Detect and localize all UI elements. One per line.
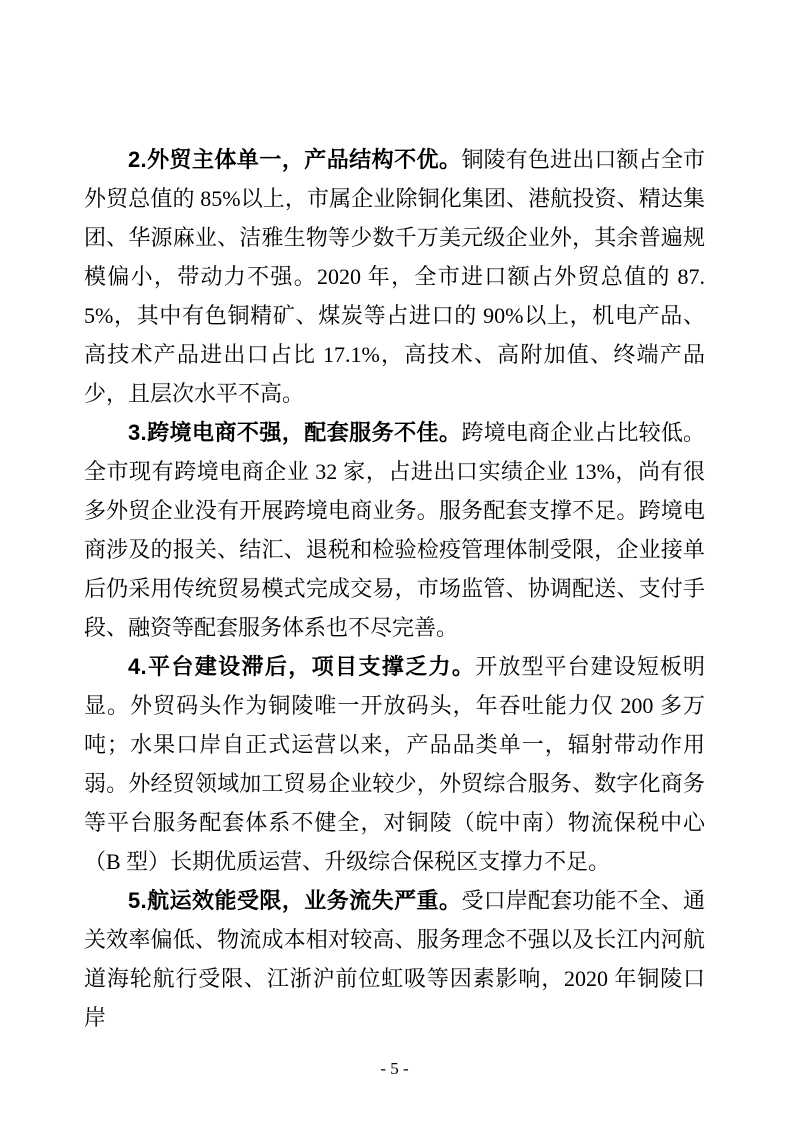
paragraph-3-body: 跨境电商企业占比较低。全市现有跨境电商企业 32 家，占进出口实绩企业 13%，尚有很多外贸企业没有开展跨境电商业务。服务配套支撑不足。跨境电商涉及的报关、结汇、退税和检验检疫管理体制受限，企业接单后仍采用传统贸易模式完成交易，市场监管、协调配送、支付手段、融资等配套服务体系也不尽完善。 <box>84 420 705 640</box>
paragraph-4-heading: 4.平台建设滞后，项目支撑乏力。 <box>128 654 476 679</box>
paragraph-5-heading: 5.航运效能受限，业务流失严重。 <box>128 888 462 913</box>
paragraph-5-shipping-efficiency <box>84 881 705 1037</box>
paragraph-2-body: 铜陵有色进出口额占全市外贸总值的 85%以上，市属企业除铜化集团、港航投资、精达集团、华源麻业、洁雅生物等少数千万美元级企业外，其余普遍规模偏小，带动力不强。2020 年，全市进口额占外贸总值的 87.5%，其中有色铜精矿、煤炭等占进口的 90%以上，机电产品、高技术产品进出口占比 17.1%，高技术、高附加值、终端产品少，且层次水平不高。 <box>84 147 705 406</box>
paragraph-3-cross-border-ecommerce <box>84 413 705 647</box>
page-number: - 5 - <box>380 1059 409 1078</box>
paragraph-3-heading: 3.跨境电商不强，配套服务不佳。 <box>128 420 462 445</box>
paragraph-4-platform-construction <box>84 647 705 881</box>
paragraph-2-trade-entities <box>84 140 705 413</box>
paragraph-5-body: 受口岸配套功能不全、通关效率偏低、物流成本相对较高、服务理念不强以及长江内河航道海轮航行受限、江浙沪前位虹吸等因素影响，2020 年铜陵口岸 <box>84 888 705 1030</box>
paragraph-4-body: 开放型平台建设短板明显。外贸码头作为铜陵唯一开放码头，年吞吐能力仅 200 多万吨；水果口岸自正式运营以来，产品品类单一，辐射带动作用弱。外经贸领域加工贸易企业较少，外贸综合服务、数字化商务等平台服务配套体系不健全，对铜陵（皖中南）物流保税中心（B 型）长期优质运营、升级综合保税区支撑力不足。 <box>84 654 705 874</box>
paragraph-2-heading: 2.外贸主体单一，产品结构不优。 <box>128 147 462 172</box>
